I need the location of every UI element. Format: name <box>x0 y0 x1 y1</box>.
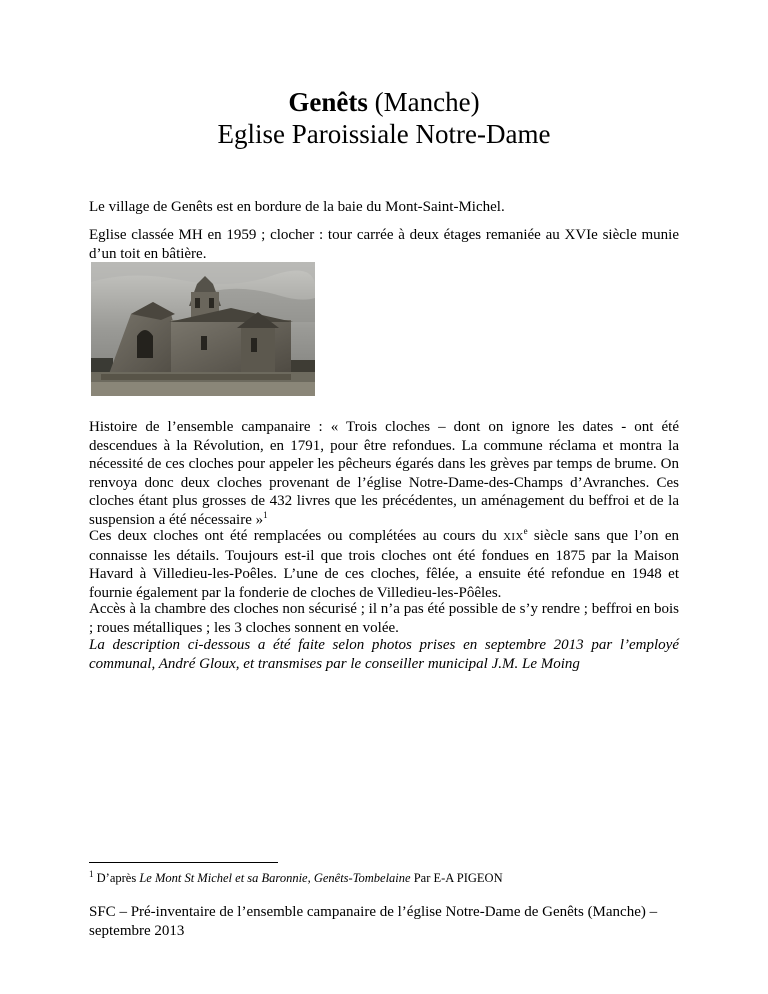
church-photo-image <box>91 262 315 396</box>
footnote-title: Le Mont St Michel et sa Baronnie, Genêts-Tombelaine <box>139 871 411 885</box>
intro-location: Le village de Genêts est en bordure de la baie du Mont-Saint-Michel. <box>89 199 505 215</box>
footnote-number: 1 <box>89 868 94 879</box>
title-town: Genêts <box>288 87 368 117</box>
page-footer: SFC – Pré-inventaire de l’ensemble campanaire de l’église Notre-Dame de Genêts (Manche) – septembre 2013 <box>89 904 658 939</box>
title-region: (Manche) <box>374 87 480 117</box>
footnote-reference[interactable]: 1 <box>263 509 268 520</box>
access-paragraph: Accès à la chambre des cloches non sécurisé ; il n’a pas été possible de s’y rendre ; beffroi en bois ; roues métalliques ; les 3 cloches sonnent en volée. <box>89 601 679 636</box>
century-superscript: e <box>523 526 528 536</box>
replacement-paragraph <box>89 527 679 602</box>
credit-paragraph: La description ci-dessous a été faite selon photos prises en septembre 2013 par l’employé communal, André Gloux, et transmises par le conseiller municipal J.M. Le Moing <box>89 637 679 672</box>
history-text: Histoire de l’ensemble campanaire : « Trois cloches – dont on ignore les dates - ont été descendues à la Révolution, en 1791, pour être refondues. La commune réclama et montra la nécessité de ces cloches pour appeler les pêcheurs égarés dans les grèves par temps de brume. On renvoya donc deux cloches provenant de l’église Notre-Dame-des-Champs d’Avranches. Ces cloches étant plus grosses de 432 livres que les précédentes, un aménagement du beffroi et de la suspension a été nécessaire » <box>89 419 679 528</box>
page-subtitle: Eglise Paroissiale Notre-Dame <box>217 119 551 149</box>
replacement-text-before: Ces deux cloches ont été remplacées ou complétées au cours du <box>89 528 504 544</box>
century-numeral: XIX <box>503 531 524 543</box>
footnote-prefix: D’après <box>93 871 140 885</box>
history-paragraph <box>89 418 679 529</box>
intro-classification: Eglise classée MH en 1959 ; clocher : tour carrée à deux étages remaniée au XVIe siècle munie d’un toit en bâtière. <box>89 227 679 262</box>
church-photo <box>91 262 315 396</box>
replacement-text-after: siècle sans que l’on en connaisse les détails. Toujours est-il que trois cloches ont été fondues en 1875 par la Maison Havard à Villedieu-les-Poêles. L’une de ces cloches, fêlée, a ensuite été refondue en 1948 et fournie également par la fonderie de cloches de Villedieu-les-Pôêles. <box>89 528 679 601</box>
page-title <box>0 86 768 118</box>
footnote <box>89 870 503 886</box>
footnote-separator <box>89 862 278 863</box>
footnote-suffix: Par E-A PIGEON <box>410 871 503 885</box>
